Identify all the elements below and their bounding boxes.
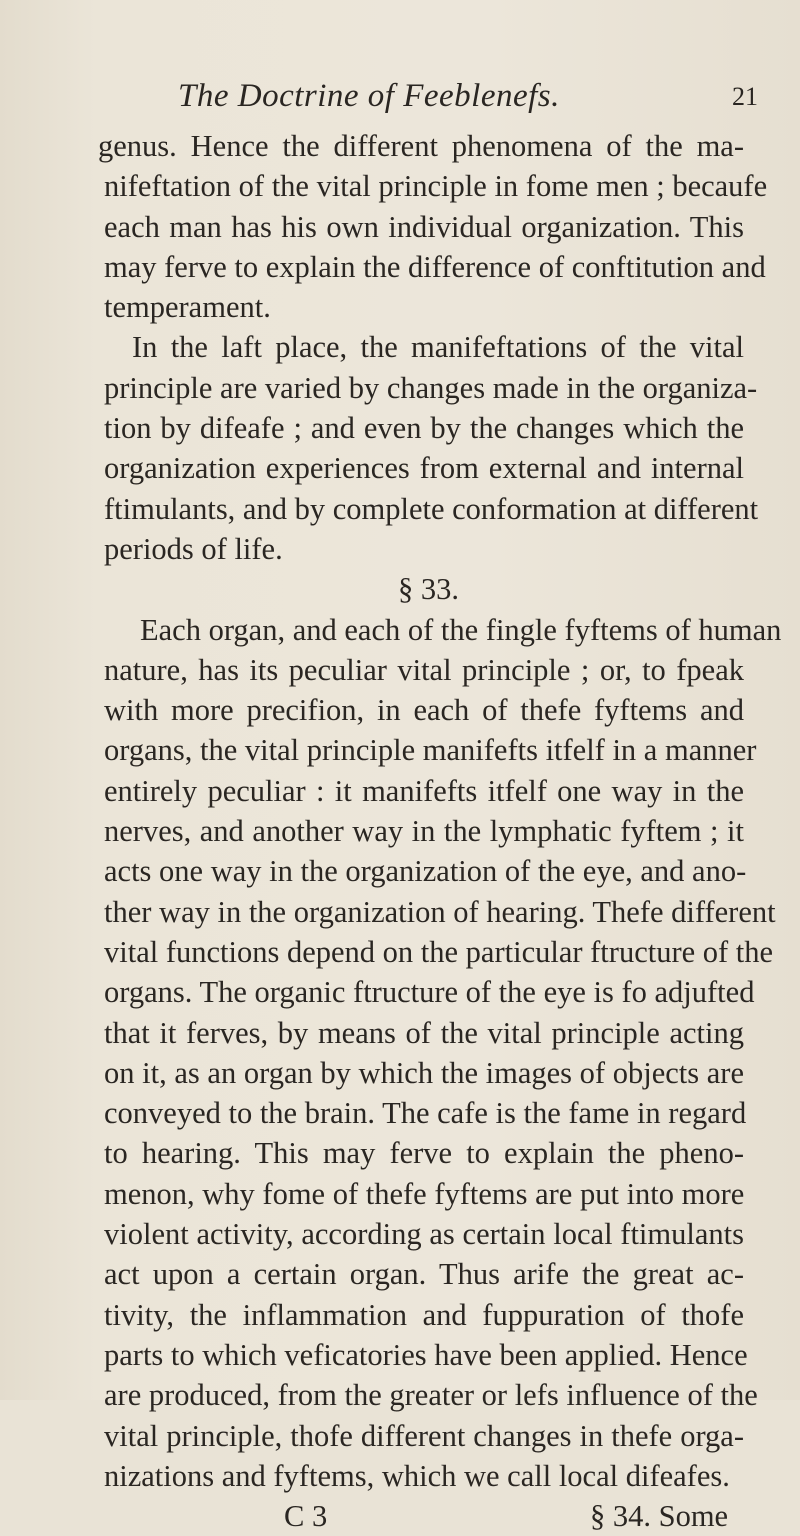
text-line: menon, why fome of thefe fyftems are put into more — [104, 1176, 745, 1211]
text-line: with more precifion, in each of thefe fyftems and — [104, 693, 744, 728]
text-line: temperament. — [104, 290, 271, 325]
running-head — [0, 78, 800, 118]
text-line: may ferve to explain the difference of conftitution and — [104, 249, 766, 284]
text-line: organization experiences from external and internal — [104, 451, 744, 486]
text-line: conveyed to the brain. The cafe is the fame in regard — [104, 1096, 747, 1131]
text-line: violent activity, according as certain local ftimulants — [104, 1217, 744, 1252]
body-text — [98, 126, 782, 1536]
page-footer — [104, 1496, 744, 1536]
text-line: vital functions depend on the particular ftructure of the — [104, 934, 774, 969]
text-line: In the laft place, the manifeftations of the vital — [132, 330, 744, 365]
text-line: principle are varied by changes made in the organiza- — [104, 370, 758, 405]
text-line: each man has his own individual organization. This — [104, 209, 744, 244]
paragraph — [98, 126, 768, 327]
text-line: vital principle, thofe different changes in thefe orga- — [104, 1418, 744, 1453]
text-line: that it ferves, by means of the vital principle acting — [104, 1015, 744, 1050]
text-line: Each organ, and each of the fingle fyftems of human — [140, 612, 782, 647]
section-heading: § 33. — [398, 572, 459, 607]
text-line: tivity, the inflammation and fuppuration of thofe — [104, 1297, 744, 1332]
text-line: genus. Hence the different phenomena of the ma- — [98, 129, 744, 163]
signature-mark: C 3 — [284, 1499, 328, 1534]
text-line: organs, the vital principle manifefts itfelf in a manner — [104, 733, 757, 768]
text-line: nature, has its peculiar vital principle ; or, to fpeak — [104, 652, 744, 687]
catchword: § 34. Some — [590, 1499, 729, 1534]
running-head-title: The Doctrine of Feeblenefs. — [178, 78, 560, 114]
text-line: nifeftation of the vital principle in fome men ; becaufe — [104, 169, 768, 204]
text-line: are produced, from the greater or lefs influence of the — [104, 1378, 758, 1413]
text-line: ther way in the organization of hearing. Thefe different — [104, 894, 776, 929]
text-line: ftimulants, and by complete conformation at different — [104, 491, 759, 526]
text-line: parts to which veficatories have been applied. Hence — [104, 1337, 748, 1372]
text-line: acts one way in the organization of the eye, and ano- — [104, 854, 747, 889]
paragraph — [104, 327, 759, 569]
text-line: on it, as an organ by which the images of objects are — [104, 1055, 744, 1090]
text-line: organs. The organic ftructure of the eye is fo adjufted — [104, 975, 755, 1010]
text-line: to hearing. This may ferve to explain the pheno- — [104, 1136, 744, 1171]
text-line: nerves, and another way in the lymphatic fyftem ; it — [104, 814, 744, 849]
paragraph — [104, 610, 782, 1497]
text-line: entirely peculiar : it manifefts itfelf one way in the — [104, 773, 744, 808]
page-number: 21 — [732, 82, 758, 111]
text-line: act upon a certain organ. Thus arife the great ac- — [104, 1257, 744, 1292]
text-line: nizations and fyftems, which we call local difeafes. — [104, 1458, 730, 1493]
text-line: periods of life. — [104, 531, 283, 566]
text-line: tion by difeafe ; and even by the changes which the — [104, 411, 744, 446]
